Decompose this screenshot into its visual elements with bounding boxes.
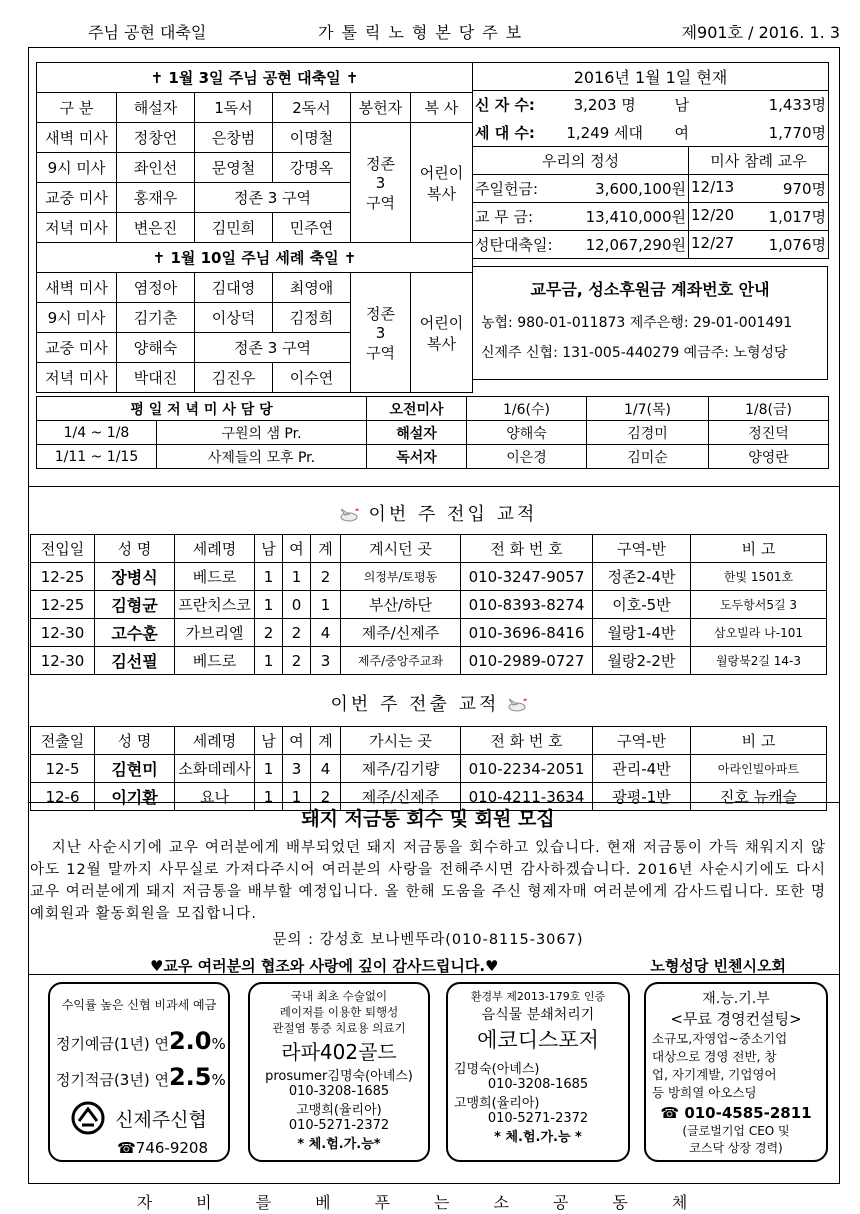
notice-section xyxy=(30,804,826,976)
cell: 2 xyxy=(283,619,311,647)
cell: 베드로 xyxy=(175,647,255,675)
cell: 2 xyxy=(311,783,341,811)
cell: 구역-반 xyxy=(593,535,691,563)
account-line-1: 농협: 980-01-011873 제주은행: 29-01-001491 xyxy=(481,315,793,331)
cell: 가시는 곳 xyxy=(341,727,461,755)
cell: 민주연 xyxy=(273,213,351,243)
cell: 베드로 xyxy=(175,563,255,591)
cell: 12-25 xyxy=(31,591,95,619)
cell: 이기환 xyxy=(95,783,175,811)
cell: 이은경 xyxy=(467,445,587,469)
cell: 김민희 xyxy=(195,213,273,243)
weekday-mass-table xyxy=(36,396,829,469)
cell: 김대영 xyxy=(195,273,273,303)
cell: 구 분 xyxy=(37,93,117,123)
cell: 어린이 복사 xyxy=(411,123,473,243)
group-name: 구원의 샘 Pr. xyxy=(157,421,367,445)
cell: 김정희 xyxy=(273,303,351,333)
cell: 부산/하단 xyxy=(341,591,461,619)
cell: 이호-5반 xyxy=(593,591,691,619)
cell: 새벽 미사 xyxy=(37,123,117,153)
group-name: 사제들의 모후 Pr. xyxy=(157,445,367,469)
cell: 김형균 xyxy=(95,591,175,619)
cell: 좌인선 xyxy=(117,153,195,183)
notice-title: 돼지 저금통 회수 및 회원 모집 xyxy=(301,808,555,830)
cell: 구역-반 xyxy=(593,727,691,755)
cell: 010-2234-2051 xyxy=(461,755,593,783)
cell: 제주/중앙주교좌 xyxy=(341,647,461,675)
cell: 3 xyxy=(283,755,311,783)
attendance-title: 미사 참례 교우 xyxy=(689,147,829,175)
cell: 양해숙 xyxy=(467,421,587,445)
cell: 비 고 xyxy=(691,727,827,755)
cell: 9시 미사 xyxy=(37,303,117,333)
table-row xyxy=(31,563,827,591)
cell: 정존 3 구역 xyxy=(351,273,411,393)
cell: 제주/신제주 xyxy=(341,619,461,647)
ad-credit-union: 수익률 높은 신협 비과세 예금 정기예금(1년) 연2.0% 정기적금(3년) 연2.5% 신제주신협 ☎746-9208 xyxy=(48,982,230,1162)
cell: 은창범 xyxy=(195,123,273,153)
credit-union-logo-icon xyxy=(71,1101,105,1135)
cell: 전 화 번 호 xyxy=(461,535,593,563)
cell: 김선필 xyxy=(95,647,175,675)
cell: 고수훈 xyxy=(95,619,175,647)
week-range: 1/11 ~ 1/15 xyxy=(37,445,157,469)
cell: 010-3696-8416 xyxy=(461,619,593,647)
movein-heading: 이번 주 전입 교적 xyxy=(28,500,840,526)
cell: 해설자 xyxy=(117,93,195,123)
divider xyxy=(28,486,840,487)
parish-stats-table xyxy=(472,62,829,259)
cell: 강명옥 xyxy=(273,153,351,183)
schedule2-title: ✝ 1월 10일 주님 세례 축일 ✝ xyxy=(37,243,473,273)
table-row xyxy=(31,591,827,619)
schedule-row xyxy=(37,123,473,153)
cell: 관리-4반 xyxy=(593,755,691,783)
cell: 1 xyxy=(283,563,311,591)
issue-number: 제901호 / 2016. 1. 3 xyxy=(681,23,840,42)
cell: 이수연 xyxy=(273,363,351,393)
cell: 계 xyxy=(311,727,341,755)
notice-body: 지난 사순시기에 교우 여러분에게 배부되었던 돼지 저금통을 회수하고 있습니다. 현재 저금통이 가득 채워지지 않아도 12월 말까지 사무실로 가져다주시어 여러분의 사랑을 전해주시면 감사하겠습니다. 2016년 사순시기에도 다시 교우 여러분에게 돼지 저금통을 배부할 예정입니다. 올 한해 도움을 주신 형제자매 여러분에게 감사드립니다. 또한 명예회원과 활동회원을 모집합니다. xyxy=(30,840,826,922)
cell: 1 xyxy=(255,591,283,619)
cell: 양해숙 xyxy=(117,333,195,363)
cell: 김경미 xyxy=(587,421,709,445)
cell: 2 xyxy=(283,647,311,675)
believer-count: 신 자 수: 3,203 명 남 1,433명 xyxy=(473,91,829,119)
cell: 정진덕 xyxy=(709,421,829,445)
weekday-title: 평 일 저 녁 미 사 담 당 xyxy=(37,397,367,421)
cell: 진호 뉴캐슬 xyxy=(691,783,827,811)
cell: 1 xyxy=(283,783,311,811)
cell: 요나 xyxy=(175,783,255,811)
cell: 12-30 xyxy=(31,647,95,675)
cell: 주일헌금: 3,600,100원 xyxy=(473,175,689,203)
cell: 세례명 xyxy=(175,535,255,563)
cell: 3 xyxy=(311,647,341,675)
cell: 교 무 금: 13,410,000원 xyxy=(473,203,689,231)
cell: 홍재우 xyxy=(117,183,195,213)
cell: 2 xyxy=(311,563,341,591)
cell: 정창언 xyxy=(117,123,195,153)
cell: 계 xyxy=(311,535,341,563)
moveout-table xyxy=(30,726,827,811)
ad-medical-device: 국내 최초 수술없이 레이저를 이용한 퇴행성 관절염 통증 치료용 의료기 라파402골드 prosumer김명숙(아녜스) 010-3208-1685 고맹희(율리아) 010-5271-2372 * 체.험.가.능* xyxy=(248,982,430,1162)
cell: 가브리엘 xyxy=(175,619,255,647)
cell: 월랑북2길 14-3 xyxy=(691,647,827,675)
cell: 비 고 xyxy=(691,535,827,563)
bulletin-title: 가톨릭노형본당주보 xyxy=(318,23,530,42)
cell: 성 명 xyxy=(95,727,175,755)
cell: 0 xyxy=(283,591,311,619)
cell: 1독서 xyxy=(195,93,273,123)
cell: 정존2-4반 xyxy=(593,563,691,591)
notice-sign: 노형성당 빈첸시오회 xyxy=(650,957,786,975)
ad-consulting: 재.능.기.부 <무료 경영컨설팅> 소규모,자영업~중소기업 대상으로 경영 전반, 창 업, 자기계발, 기업영어 등 방희열 아오스딩 ☎ 010-4585-2811 (글로벌기업 CEO 및 코스닥 상장 경력) xyxy=(644,982,828,1162)
schedule1-title: ✝ 1월 3일 주님 공현 대축일 ✝ xyxy=(37,63,473,93)
cell: 광평-1반 xyxy=(593,783,691,811)
cell: 김진우 xyxy=(195,363,273,393)
household-count: 세 대 수: 1,249 세대 여 1,770명 xyxy=(473,119,829,147)
cell: 양영란 xyxy=(709,445,829,469)
morning-mass-label: 오전미사 xyxy=(367,397,467,421)
cell: 남 xyxy=(255,535,283,563)
table-row xyxy=(31,619,827,647)
cell: 1 xyxy=(255,647,283,675)
reader-label: 독서자 xyxy=(367,445,467,469)
cell: 12/20 1,017명 xyxy=(689,203,829,231)
day-3: 1/8(금) xyxy=(709,397,829,421)
moveout-heading: 이번 주 전출 교적 xyxy=(28,690,840,716)
cell: 문영철 xyxy=(195,153,273,183)
cell: 복 사 xyxy=(411,93,473,123)
cell: 제주/김기량 xyxy=(341,755,461,783)
cell: 010-2989-0727 xyxy=(461,647,593,675)
dove-icon xyxy=(339,507,361,523)
account-line-2: 신제주 신협: 131-005-440279 예금주: 노형성당 xyxy=(481,345,788,361)
cell: 1 xyxy=(255,783,283,811)
cell: 저녁 미사 xyxy=(37,213,117,243)
cell: 12-30 xyxy=(31,619,95,647)
cell: 박대진 xyxy=(117,363,195,393)
cell: 4 xyxy=(311,619,341,647)
movein-table xyxy=(30,534,827,675)
cell: 한빛 1501호 xyxy=(691,563,827,591)
feast-name: 주님 공현 대축일 xyxy=(88,23,207,42)
cell: 정존 3 구역 xyxy=(195,183,351,213)
divider xyxy=(28,802,840,803)
cell: 세례명 xyxy=(175,727,255,755)
cell: 여 xyxy=(283,535,311,563)
cell: 아라인빌아파트 xyxy=(691,755,827,783)
account-info xyxy=(472,266,828,380)
cell: 4 xyxy=(311,755,341,783)
week-range: 1/4 ~ 1/8 xyxy=(37,421,157,445)
cell: 월랑2-2반 xyxy=(593,647,691,675)
day-2: 1/7(목) xyxy=(587,397,709,421)
table-row xyxy=(31,647,827,675)
cell: 2독서 xyxy=(273,93,351,123)
cell: 교중 미사 xyxy=(37,183,117,213)
cell: 어린이 복사 xyxy=(411,273,473,393)
table-row xyxy=(31,755,827,783)
cell: 제주/신제주 xyxy=(341,783,461,811)
cell: 변은진 xyxy=(117,213,195,243)
dove-icon xyxy=(507,697,529,713)
cell: 전 화 번 호 xyxy=(461,727,593,755)
cell: 계시던 곳 xyxy=(341,535,461,563)
cell: 010-4211-3634 xyxy=(461,783,593,811)
commentator-label: 해설자 xyxy=(367,421,467,445)
cell: 장병식 xyxy=(95,563,175,591)
cell: 염정아 xyxy=(117,273,195,303)
cell: 전입일 xyxy=(31,535,95,563)
cell: 12-5 xyxy=(31,755,95,783)
cell: 교중 미사 xyxy=(37,333,117,363)
cell: 2 xyxy=(255,619,283,647)
cell: 삼오빌라 나-101 xyxy=(691,619,827,647)
cell: 1 xyxy=(255,755,283,783)
cell: 성 명 xyxy=(95,535,175,563)
cell: 새벽 미사 xyxy=(37,273,117,303)
ad-disposer: 환경부 제2013-179호 인증 음식물 분쇄처리기 에코디스포저 김명숙(아녜스) 010-3208-1685 고맹희(율리아) 010-5271-2372 * 체.험.가.능 * xyxy=(446,982,630,1162)
bulletin-header xyxy=(28,8,840,48)
cell: 김현미 xyxy=(95,755,175,783)
cell: 정존 3 구역 xyxy=(195,333,351,363)
cell: 12-6 xyxy=(31,783,95,811)
cell: 이명철 xyxy=(273,123,351,153)
cell: 김기춘 xyxy=(117,303,195,333)
cell: 정존 3 구역 xyxy=(351,123,411,243)
cell: 의정부/토평동 xyxy=(341,563,461,591)
cell: 월랑1-4반 xyxy=(593,619,691,647)
cell: 12/27 1,076명 xyxy=(689,231,829,259)
day-1: 1/6(수) xyxy=(467,397,587,421)
cell: 010-3247-9057 xyxy=(461,563,593,591)
cell: 봉헌자 xyxy=(351,93,411,123)
cell: 010-8393-8274 xyxy=(461,591,593,619)
cell: 도두항서5길 3 xyxy=(691,591,827,619)
cell: 전출일 xyxy=(31,727,95,755)
cell: 남 xyxy=(255,727,283,755)
stats-title: 2016년 1월 1일 현재 xyxy=(473,63,829,91)
cell: 12/13 970명 xyxy=(689,175,829,203)
cell: 1 xyxy=(255,563,283,591)
schedule-row xyxy=(37,273,473,303)
cell: 9시 미사 xyxy=(37,153,117,183)
cell: 1 xyxy=(311,591,341,619)
cell: 소화데레사 xyxy=(175,755,255,783)
cell: 성탄대축일: 12,067,290원 xyxy=(473,231,689,259)
mass-schedule-table xyxy=(36,62,473,393)
cell: 최영애 xyxy=(273,273,351,303)
notice-contact: 문의 : 강성호 보나벤뚜라(010-8115-3067) xyxy=(272,932,584,948)
cell: 여 xyxy=(283,727,311,755)
cell: 12-25 xyxy=(31,563,95,591)
footer-motto: 자비를베푸는소공동체 xyxy=(136,1193,732,1212)
cell: 김미순 xyxy=(587,445,709,469)
notice-thanks: ♥교우 여러분의 협조와 사랑에 깊이 감사드립니다.♥ xyxy=(150,957,499,975)
cell: 저녁 미사 xyxy=(37,363,117,393)
cell: 프란치스코 xyxy=(175,591,255,619)
offering-title: 우리의 정성 xyxy=(473,147,689,175)
divider xyxy=(28,974,840,975)
cell: 이상덕 xyxy=(195,303,273,333)
account-title: 교무금, 성소후원금 계좌번호 안내 xyxy=(530,280,770,299)
